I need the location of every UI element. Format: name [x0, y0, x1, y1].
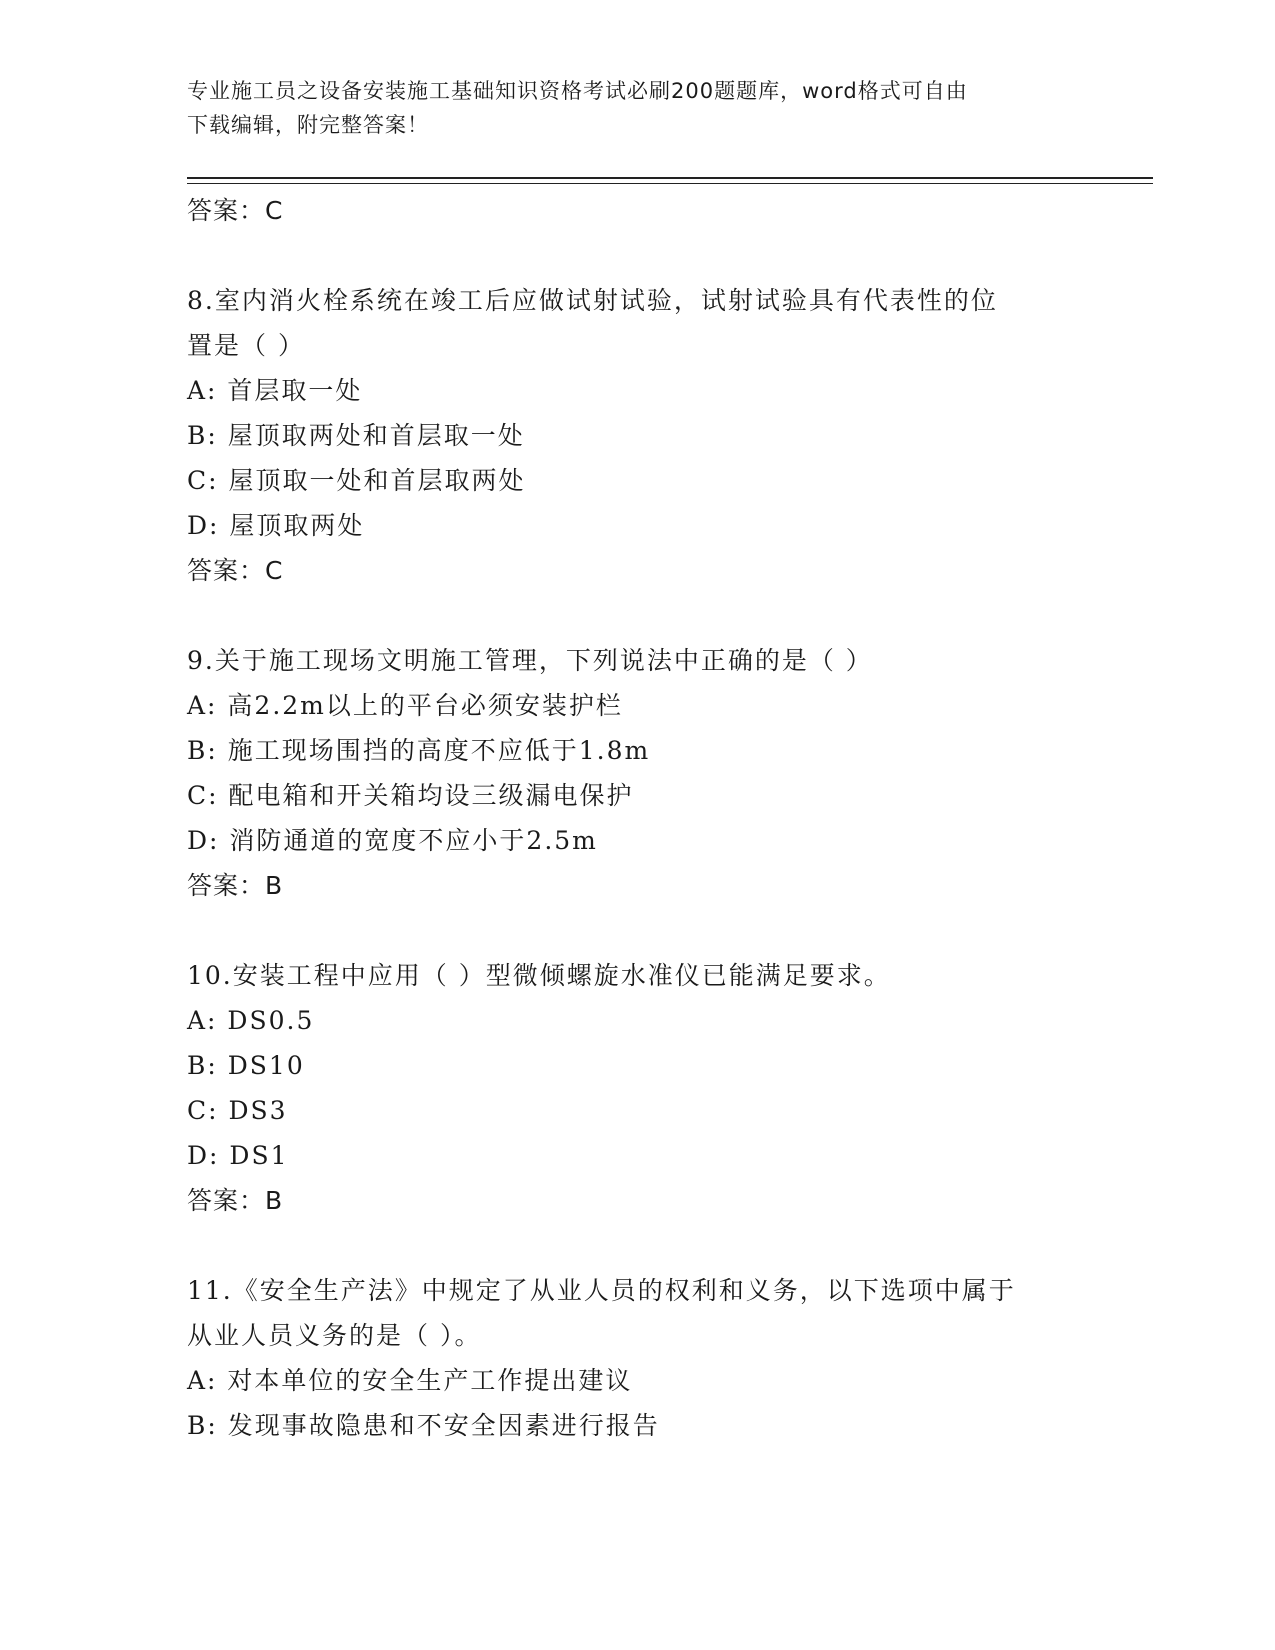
answer-line: 答案：B [187, 1186, 284, 1215]
answer-line: 答案：C [187, 556, 284, 585]
header-line-2: 下载编辑，附完整答案！ [187, 113, 429, 137]
document-header [187, 74, 1087, 142]
option-a: A: 高2.2m以上的平台必须安装护栏 [187, 691, 623, 720]
option-c: C: 配电箱和开关箱均设三级漏电保护 [187, 781, 634, 810]
question-block [187, 278, 1087, 593]
header-divider-thin [187, 183, 1153, 184]
option-a: A: 首层取一处 [187, 376, 363, 405]
question-block [187, 953, 1087, 1223]
spacer [187, 1223, 1087, 1268]
question-stem-continued: 置是（ ） [187, 331, 305, 360]
option-c: C: 屋顶取一处和首层取两处 [187, 466, 526, 495]
option-b: B: DS10 [187, 1051, 305, 1080]
option-c: C: DS3 [187, 1096, 288, 1125]
spacer [187, 908, 1087, 953]
question-block [187, 1268, 1087, 1448]
option-a: A: 对本单位的安全生产工作提出建议 [187, 1366, 633, 1395]
option-d: D: 消防通道的宽度不应小于2.5m [187, 826, 598, 855]
question-stem-continued: 从业人员义务的是（ ）。 [187, 1321, 482, 1350]
option-b: B: 屋顶取两处和首层取一处 [187, 421, 525, 450]
spacer [187, 233, 1087, 278]
question-stem: 9.关于施工现场文明施工管理，下列说法中正确的是（ ） [187, 646, 873, 675]
option-d: D: 屋顶取两处 [187, 511, 365, 540]
header-line-1: 专业施工员之设备安装施工基础知识资格考试必刷200题题库，word格式可自由 [187, 79, 968, 103]
question-stem: 8.室内消火栓系统在竣工后应做试射试验，试射试验具有代表性的位 [187, 286, 998, 315]
answer-line: 答案：B [187, 871, 284, 900]
option-b: B: 施工现场围挡的高度不应低于1.8m [187, 736, 651, 765]
question-stem: 11.《安全生产法》中规定了从业人员的权利和义务，以下选项中属于 [187, 1276, 1016, 1305]
option-a: A: DS0.5 [187, 1006, 315, 1035]
answer-line: 答案：C [187, 196, 284, 225]
question-stem: 10.安装工程中应用（ ）型微倾螺旋水准仪已能满足要求。 [187, 961, 891, 990]
question-block [187, 638, 1087, 908]
option-b: B: 发现事故隐患和不安全因素进行报告 [187, 1411, 660, 1440]
question-list [187, 188, 1087, 1448]
option-d: D: DS1 [187, 1141, 289, 1170]
spacer [187, 593, 1087, 638]
header-divider-thick [187, 177, 1153, 179]
